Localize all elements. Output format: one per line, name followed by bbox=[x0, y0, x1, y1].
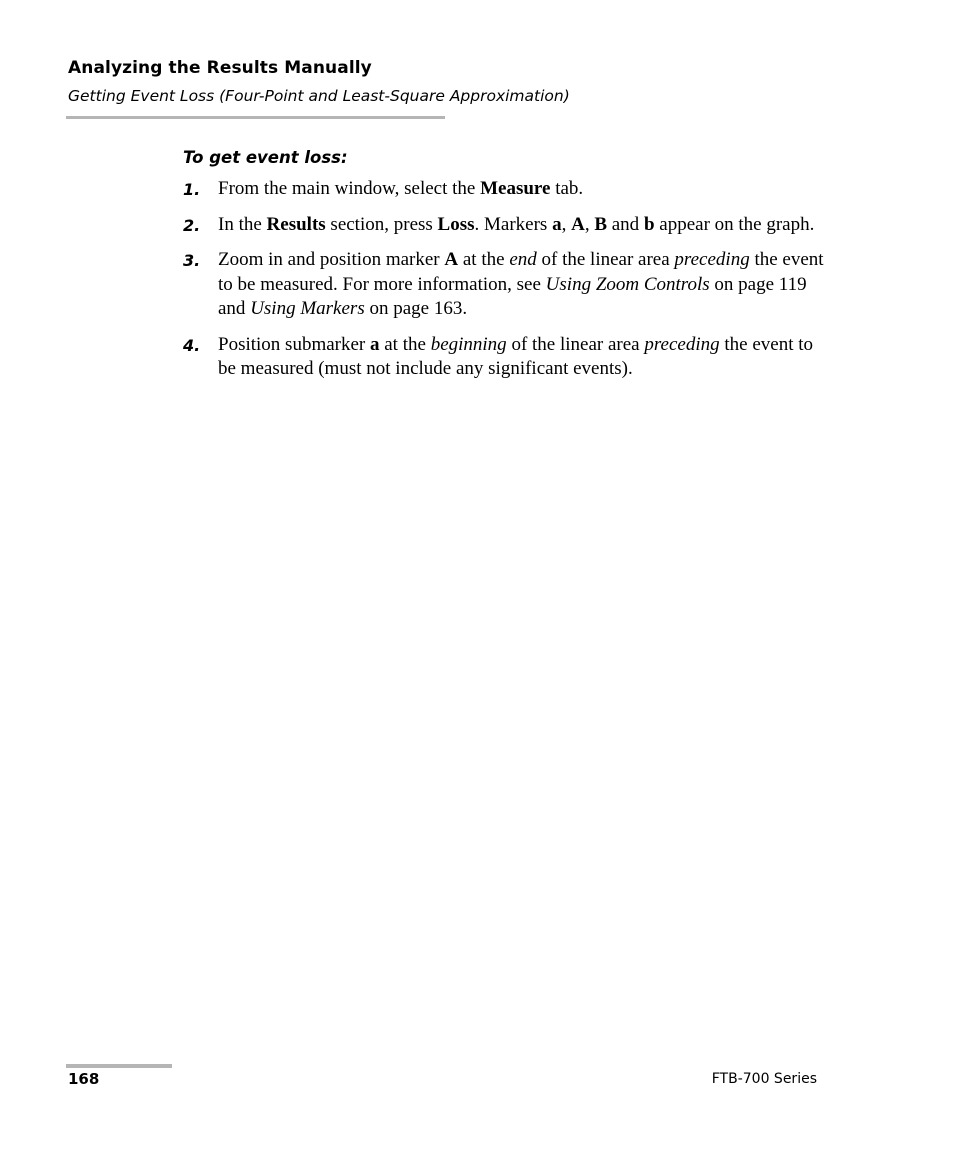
step-text bbox=[218, 334, 813, 380]
step-text-segment: the event to be measured. For more information, see bbox=[218, 249, 824, 295]
product-series-label: FTB-700 Series bbox=[711, 1071, 817, 1087]
step-text-segment: preceding bbox=[644, 333, 720, 355]
step-text-segment: , bbox=[561, 213, 572, 235]
step-text-segment: the event to be measured (must not include any significant events). bbox=[218, 333, 814, 379]
step-text-segment: . Markers bbox=[474, 213, 553, 235]
procedure-step bbox=[183, 177, 833, 202]
procedure-step bbox=[183, 333, 833, 382]
step-text-segment: a bbox=[370, 333, 380, 355]
step-text-segment: Using Zoom Controls bbox=[545, 273, 710, 295]
step-text bbox=[218, 178, 583, 199]
step-text-segment: B bbox=[594, 213, 607, 235]
page-header-subtitle: Getting Event Loss (Four-Point and Least-Square Approximation) bbox=[68, 87, 570, 105]
step-number: 4. bbox=[183, 335, 201, 355]
step-text-segment: Results bbox=[266, 213, 326, 235]
page-number: 168 bbox=[68, 1070, 100, 1088]
step-text bbox=[218, 249, 824, 319]
step-text-segment: preceding bbox=[674, 249, 750, 270]
step-text-segment: Using Markers bbox=[250, 298, 365, 319]
step-text bbox=[218, 214, 814, 235]
step-text-segment: a bbox=[552, 213, 562, 235]
step-text-segment: on page 119 and bbox=[218, 273, 807, 319]
step-text-segment: , bbox=[584, 213, 595, 235]
footer-divider bbox=[66, 1064, 172, 1068]
step-text-segment: of the linear area bbox=[536, 249, 675, 270]
step-text-segment: appear on the graph. bbox=[654, 213, 815, 235]
step-text-segment: at the bbox=[379, 333, 431, 355]
step-text-segment: tab. bbox=[550, 178, 584, 199]
step-text-segment: and bbox=[607, 213, 644, 235]
step-text-segment: Position submarker bbox=[218, 333, 370, 355]
procedure-step bbox=[183, 213, 833, 238]
step-text-segment: b bbox=[643, 213, 655, 235]
step-text-segment: at the bbox=[458, 249, 510, 270]
procedure-steps bbox=[183, 177, 833, 393]
procedure-title: To get event loss: bbox=[183, 148, 348, 167]
step-text-segment: A bbox=[571, 213, 585, 235]
step-text-segment: beginning bbox=[430, 333, 507, 355]
step-text-segment: Loss bbox=[437, 213, 475, 235]
step-text-segment: A bbox=[444, 249, 459, 270]
step-text-segment: In the bbox=[218, 213, 267, 235]
step-text-segment: on page 163. bbox=[364, 298, 468, 319]
step-number: 2. bbox=[183, 215, 201, 235]
step-text-segment: Measure bbox=[480, 178, 551, 199]
step-text-segment: end bbox=[509, 249, 537, 270]
header-divider bbox=[66, 116, 445, 119]
step-number: 1. bbox=[183, 180, 201, 199]
step-text-segment: From the main window, select the bbox=[218, 178, 481, 199]
step-number: 3. bbox=[183, 251, 201, 270]
step-text-segment: of the linear area bbox=[506, 333, 645, 355]
step-text-segment: section, press bbox=[325, 213, 438, 235]
step-text-segment: Zoom in and position marker bbox=[218, 249, 445, 270]
procedure-step bbox=[183, 248, 833, 322]
page-header-title: Analyzing the Results Manually bbox=[68, 58, 372, 78]
